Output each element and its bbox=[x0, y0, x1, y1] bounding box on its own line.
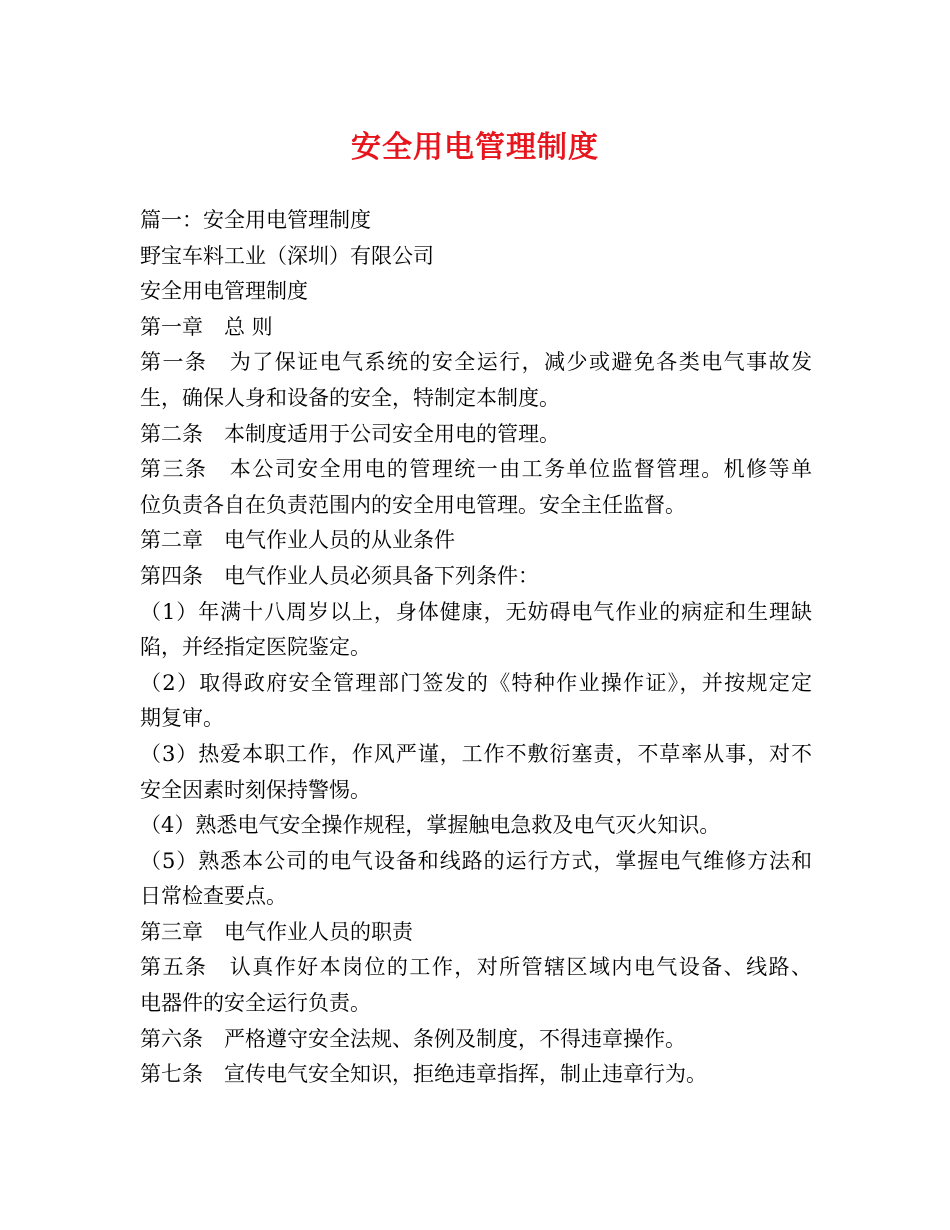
paragraph-line: 第二条 本制度适用于公司安全用电的管理。 bbox=[140, 421, 560, 446]
list-item-line: （5）熟悉本公司的电气设备和线路的运行方式，掌握电气维修方法和 bbox=[140, 848, 812, 873]
section-heading: 篇一：安全用电管理制度 bbox=[140, 208, 371, 232]
list-item-line: 日常检查要点。 bbox=[140, 884, 287, 909]
list-item-line: （1）年满十八周岁以上，身体健康，无妨碍电气作业的病症和生理缺 bbox=[140, 599, 812, 624]
paragraph-line: 电器件的安全运行负责。 bbox=[140, 991, 371, 1016]
list-item-line: （3）热爱本职工作，作风严谨，工作不敷衍塞责，不草率从事，对不 bbox=[140, 741, 812, 766]
list-item-line: 期复审。 bbox=[140, 706, 224, 731]
company-name: 野宝车料工业（深圳）有限公司 bbox=[140, 243, 434, 268]
document-body bbox=[140, 203, 812, 1093]
chapter-heading: 第一章 总 则 bbox=[140, 314, 273, 339]
paragraph-line: 第六条 严格遵守安全法规、条例及制度，不得违章操作。 bbox=[140, 1026, 686, 1051]
chapter-heading: 第三章 电气作业人员的职责 bbox=[140, 919, 413, 944]
paragraph-line: 生，确保人身和设备的安全，特制定本制度。 bbox=[140, 385, 560, 410]
document-title: 安全用电管理制度 bbox=[351, 130, 599, 165]
paragraph-line: 第一条 为了保证电气系统的安全运行，减少或避免各类电气事故发 bbox=[140, 350, 812, 375]
paragraph-line: 第五条 认真作好本岗位的工作，对所管辖区域内电气设备、线路、 bbox=[140, 955, 812, 980]
paragraph-line: 第七条 宣传电气安全知识，拒绝违章指挥，制止违章行为。 bbox=[140, 1062, 707, 1087]
paragraph-line: 位负责各自在负责范围内的安全用电管理。安全主任监督。 bbox=[140, 492, 686, 517]
list-item-line: （4）熟悉电气安全操作规程，掌握触电急救及电气灭火知识。 bbox=[140, 813, 721, 838]
list-item-line: 陷，并经指定医院鉴定。 bbox=[140, 635, 371, 660]
policy-name: 安全用电管理制度 bbox=[140, 279, 308, 304]
list-item-line: 安全因素时刻保持警惕。 bbox=[140, 777, 371, 802]
paragraph-line: 第四条 电气作业人员必须具备下列条件： bbox=[140, 563, 539, 588]
list-item-line: （2）取得政府安全管理部门签发的《特种作业操作证》，并按规定定 bbox=[140, 670, 812, 695]
paragraph-line: 第三条 本公司安全用电的管理统一由工务单位监督管理。机修等单 bbox=[140, 457, 812, 482]
chapter-heading: 第二章 电气作业人员的从业条件 bbox=[140, 528, 455, 553]
